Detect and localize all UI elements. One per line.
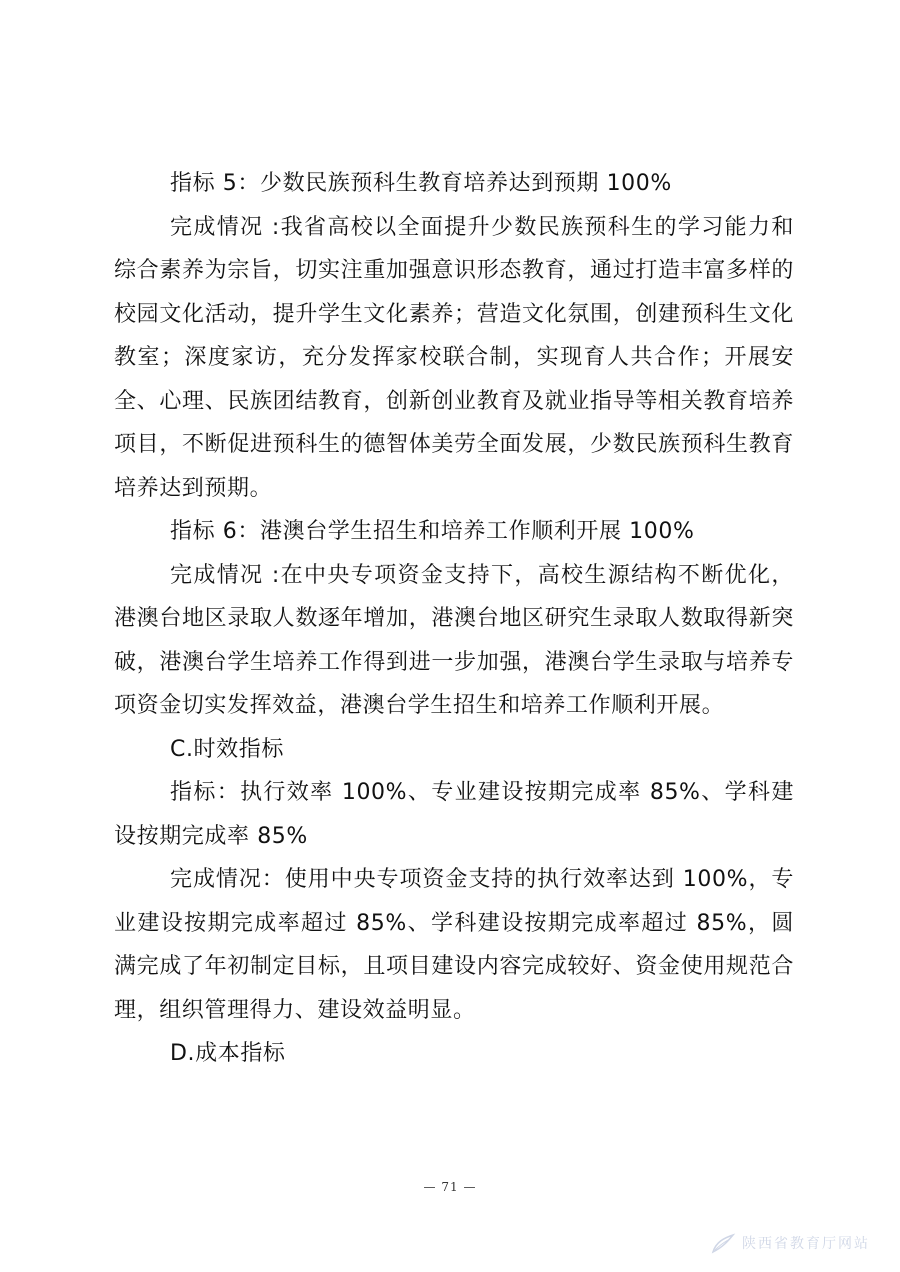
section-d-heading: D.成本指标 [170, 1041, 286, 1066]
document-body [114, 162, 794, 1076]
indicator-6-completion: 完成情况 :在中央专项资金支持下，高校生源结构不断优化，港澳台地区录取人数逐年增加，港澳台地区研究生录取人数取得新突破，港澳台学生培养工作得到进一步加强，港澳台学生录取与培养专项资金切实发挥效益，港澳台学生招生和培养工作顺利开展。 [114, 562, 794, 718]
indicator-5-completion: 完成情况 :我省高校以全面提升少数民族预科生的学习能力和综合素养为宗旨，切实注重加强意识形态教育，通过打造丰富多样的校园文化活动，提升学生文化素养；营造文化氛围，创建预科生文化教室；深度家访，充分发挥家校联合制，实现育人共合作；开展安全、心理、民族团结教育，创新创业教育及就业指导等相关教育培养项目，不断促进预科生的德智体美劳全面发展，少数民族预科生教育培养达到预期。 [114, 214, 794, 501]
timeliness-indicator: 指标：执行效率 100%、专业建设按期完成率 85%、学科建设按期完成率 85% [114, 780, 794, 849]
timeliness-completion: 完成情况：使用中央专项资金支持的执行效率达到 100%，专业建设按期完成率超过 85%、学科建设按期完成率超过 85%，圆满完成了年初制定目标，且项目建设内容完成较好、资金使用规范合理，组织管理得力、建设效益明显。 [114, 867, 794, 1023]
indicator-6-heading: 指标 6：港澳台学生招生和培养工作顺利开展 100% [170, 519, 695, 544]
tree-logo-icon [710, 1232, 736, 1254]
page-number: — 71 — [423, 1180, 477, 1194]
watermark-text: 陕西省教育厅网站 [742, 1236, 870, 1252]
indicator-5-heading: 指标 5：少数民族预科生教育培养达到预期 100% [170, 171, 672, 196]
site-watermark [710, 1232, 870, 1254]
section-c-heading: C.时效指标 [170, 736, 284, 762]
